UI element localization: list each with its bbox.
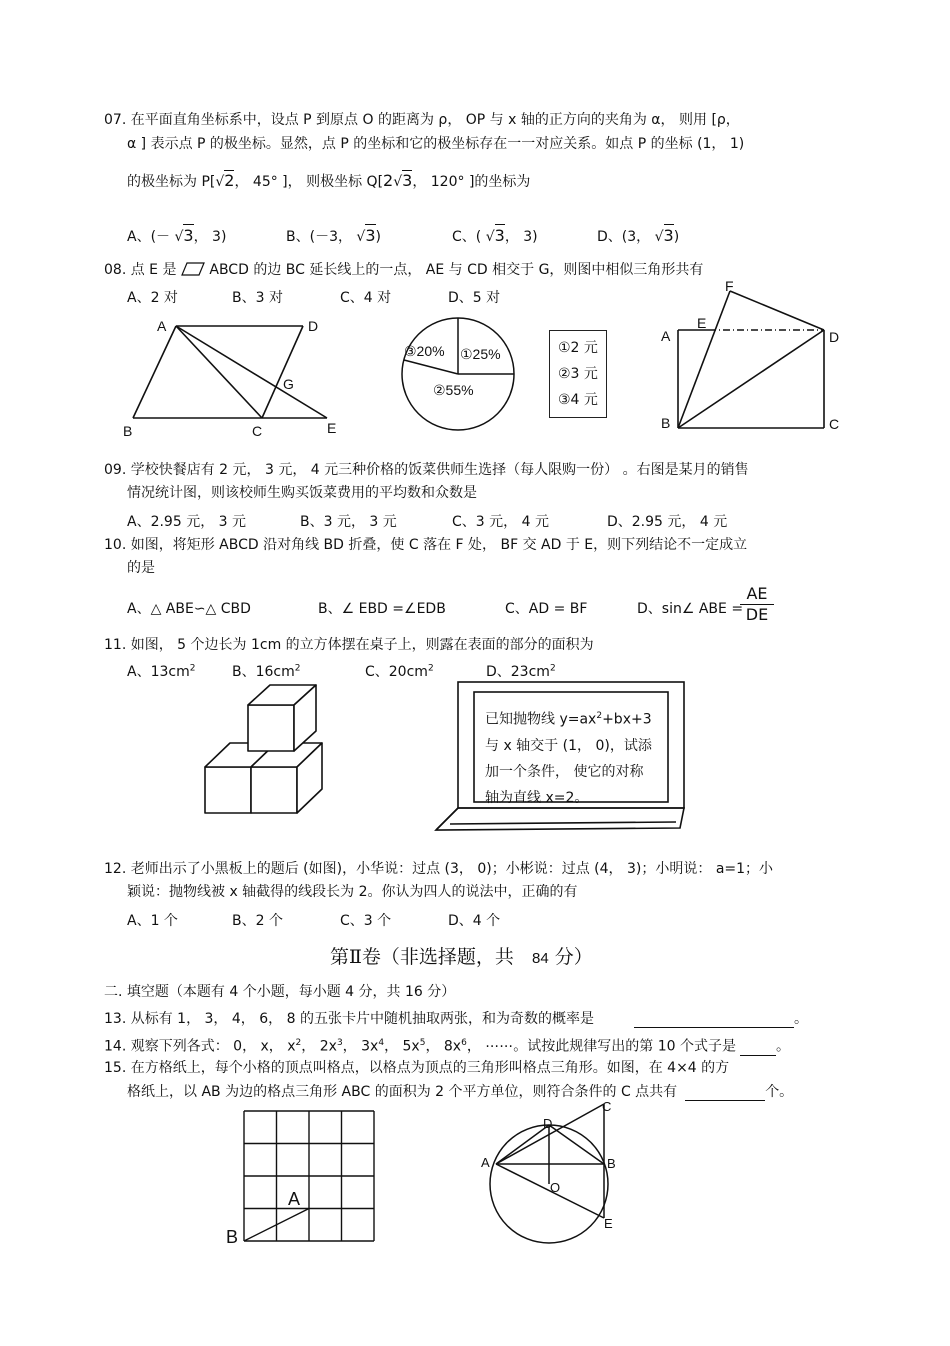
pie-label-2: ②55%: [433, 382, 474, 398]
cubes-figure: [200, 680, 360, 820]
q07-option-a[interactable]: A、(－ √ 3， 3): [127, 226, 227, 245]
circle-label-d: D: [543, 1116, 553, 1131]
q12-line1: 12. 老师出示了小黑板上的题后 (如图)，小华说：过点 (3， 0)；小彬说：过点 (4， 3)；小明说： a=1；小: [104, 861, 774, 877]
q12-line2: 颖说：抛物线被 x 轴截得的线段长为 2。你认为四人的说法中，正确的有: [127, 884, 578, 900]
label-a: A: [157, 318, 167, 334]
q07-option-d[interactable]: D、(3， √ 3): [597, 226, 680, 245]
circle-label-o: O: [550, 1180, 561, 1195]
section-title: 第Ⅱ卷（非选择题，共 84 分）: [330, 946, 593, 968]
q08-option-c[interactable]: C、4 对: [340, 290, 392, 306]
q09-option-c[interactable]: C、3 元， 4 元: [452, 514, 549, 530]
q10-line1: 10. 如图，将矩形 ABCD 沿对角线 BD 折叠，使 C 落在 F 处， BF 交 AD 于 E，则下列结论不一定成立: [104, 537, 748, 553]
legend-item-3: ③4 元: [558, 392, 598, 408]
label-c: C: [252, 423, 263, 439]
q08-option-d[interactable]: D、5 对: [448, 290, 501, 306]
pie-label-1: ①25%: [460, 346, 501, 362]
pie-chart: [400, 316, 518, 434]
grid-figure: [220, 1106, 380, 1246]
q10-option-d[interactable]: D、sin∠ ABE =: [637, 601, 744, 617]
blackboard-text: 已知抛物线 $y=ax^2+bx+3$ 与 x 轴交于 (1， 0)，试添 加一个条件， 使它的对称 轴为直线 x=2。: [485, 711, 652, 806]
fraction-denominator: DE: [745, 605, 769, 624]
q09-option-d[interactable]: D、2.95 元， 4 元: [607, 514, 728, 530]
legend-item-1: ①2 元: [558, 340, 598, 356]
q12-option-c[interactable]: C、3 个: [340, 913, 392, 929]
label-b: B: [661, 415, 671, 431]
label-d: D: [829, 329, 840, 345]
q15-line2: 格纸上，以 AB 为边的格点三角形 ABC 的面积为 2 个平方单位，则符合条件的 C 点共有 个。: [127, 1084, 794, 1100]
q07-line1: 07. 在平面直角坐标系中，设点 P 到原点 O 的距离为 ρ， OP 与 x 轴的正方向的夹角为 α， 则用 [ρ，: [104, 112, 740, 128]
q07-line3: 的极坐标为 P[√ 2， 45° ]， 则极坐标 Q[2√ 3， 120° ]的坐标为: [127, 171, 531, 190]
q10-line2: 的是: [127, 560, 155, 576]
q15-answer-blank[interactable]: [685, 1100, 765, 1101]
label-b: B: [123, 423, 133, 439]
q11-line1: 11. 如图， 5 个边长为 1cm 的立方体摆在桌子上，则露在表面的部分的面积为: [104, 637, 594, 653]
fraction-ae-de: [740, 584, 774, 625]
q13-line: 13. 从标有 1， 3， 4， 6， 8 的五张卡片中随机抽取两张，和为奇数的概率是 。: [104, 1011, 808, 1027]
pie-legend: [549, 330, 607, 418]
label-f: F: [725, 278, 734, 294]
q09-line1: 09. 学校快餐店有 2 元， 3 元， 4 元三种价格的饭菜供师生选择（每人限购一份） 。右图是某月的销售: [104, 462, 749, 478]
label-e: E: [327, 420, 337, 436]
q13-answer-blank[interactable]: [634, 1027, 794, 1028]
q12-option-b[interactable]: B、2 个: [232, 913, 283, 929]
q11-option-d[interactable]: D、$23cm^2$: [486, 663, 556, 680]
q07-option-c[interactable]: C、( √ 3， 3): [452, 226, 538, 245]
q09-option-b[interactable]: B、3 元， 3 元: [300, 514, 397, 530]
q11-option-c[interactable]: C、$20cm^2$: [365, 663, 434, 680]
pie-label-3: ③20%: [404, 343, 445, 359]
circle-figure: [478, 1096, 628, 1251]
q07-option-b[interactable]: B、(－3， √ 3): [286, 226, 382, 245]
q09-option-a[interactable]: A、2.95 元， 3 元: [127, 514, 247, 530]
circle-label-e: E: [604, 1216, 613, 1231]
circle-label-a: A: [481, 1155, 490, 1170]
q08-option-a[interactable]: A、2 对: [127, 290, 178, 306]
q10-option-b[interactable]: B、∠ EBD =∠EDB: [318, 601, 446, 617]
q08-stem: 08. 点 E 是 ABCD 的边 BC 延长线上的一点， AE 与 CD 相交于 G，则图中相似三角形共有: [104, 262, 704, 278]
fill-intro: 二. 填空题（本题有 4 个小题，每小题 4 分，共 16 分）: [104, 984, 456, 1000]
parallelogram-icon: [181, 262, 205, 276]
grid-label-b: B: [226, 1227, 239, 1246]
circle-label-c: C: [602, 1099, 612, 1114]
q08-option-b[interactable]: B、3 对: [232, 290, 283, 306]
q11-option-a[interactable]: A、$13cm^2$: [127, 663, 196, 680]
fraction-numerator: AE: [740, 584, 774, 605]
fold-figure: [655, 278, 855, 438]
q10-option-c[interactable]: C、AD = BF: [505, 601, 588, 617]
label-a: A: [661, 328, 671, 344]
q15-line1: 15. 在方格纸上，每个小格的顶点叫格点，以格点为顶点的三角形叫格点三角形。如图，在 4×4 的方: [104, 1060, 730, 1076]
q12-option-a[interactable]: A、1 个: [127, 913, 178, 929]
label-g: G: [283, 376, 294, 392]
label-d: D: [308, 318, 319, 334]
q10-option-a[interactable]: A、△ ABE∽△ CBD: [127, 601, 251, 617]
label-e: E: [697, 315, 707, 331]
parallelogram-figure: [115, 312, 355, 442]
legend-item-2: ②3 元: [558, 366, 598, 382]
q11-option-b[interactable]: B、$16cm^2$: [232, 663, 301, 680]
q14-line: 14. 观察下列各式： 0， x， $x^2$， $2x^3$， $3x^4$， $5x^5$， $8x^6$， ⋯⋯。试按此规律写出的第 10 个式子是 。: [104, 1038, 791, 1055]
q07-line2: α ] 表示点 P 的极坐标。显然，点 P 的坐标和它的极坐标存在一一对应关系。如点 P 的坐标 (1， 1): [127, 136, 745, 152]
label-c: C: [829, 416, 840, 432]
q12-option-d[interactable]: D、4 个: [448, 913, 501, 929]
circle-label-b: B: [607, 1156, 616, 1171]
q14-answer-blank[interactable]: [740, 1055, 776, 1056]
q09-line2: 情况统计图，则该校师生购买饭菜费用的平均数和众数是: [127, 485, 477, 501]
grid-label-a: A: [288, 1189, 301, 1209]
